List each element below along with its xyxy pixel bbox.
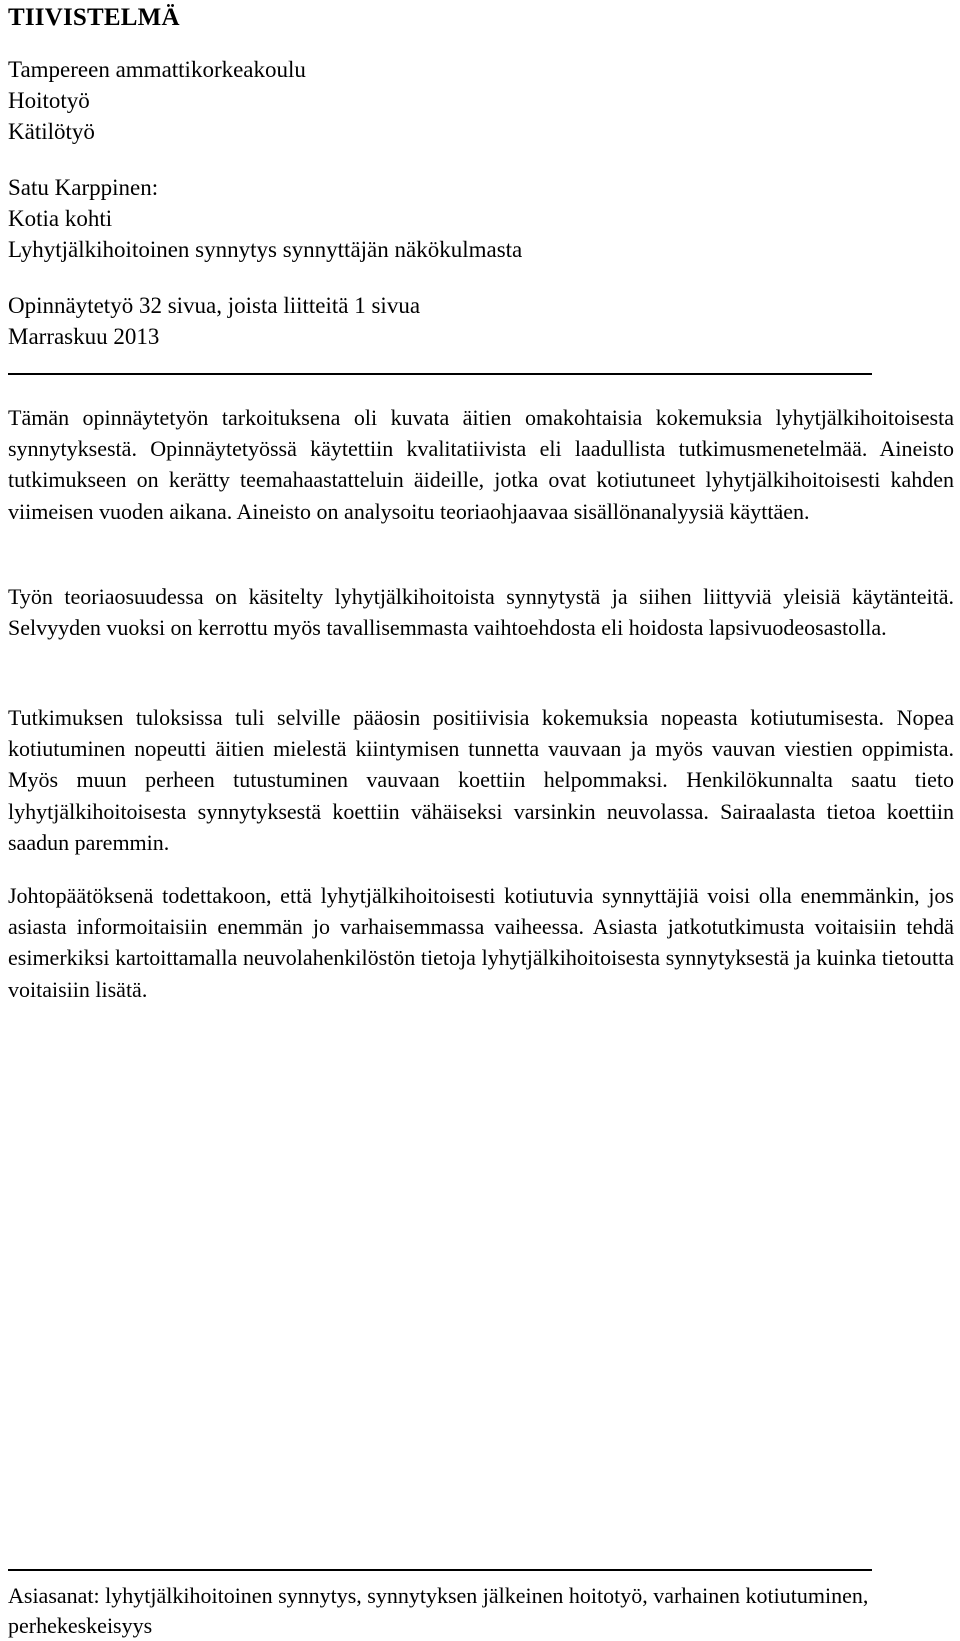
thesis-title: Kotia kohti: [8, 206, 113, 231]
orientation: Kätilötyö: [8, 119, 95, 144]
details-block: [8, 290, 420, 352]
keywords: Asiasanat: lyhytjälkihoitoinen synnytys, synnytyksen jälkeinen hoitotyö, varhainen kotiutuminen, perhekeskeisyys: [8, 1583, 869, 1638]
degree-programme: Hoitotyö: [8, 88, 90, 113]
thesis-block: [8, 172, 522, 265]
author-name: Satu Karppinen:: [8, 175, 159, 200]
abstract-paragraph-4: Johtopäätöksenä todettakoon, että lyhytjälkihoitoisesti kotiutuvia synnyttäjiä voisi olla enemmänkin, jos asiasta informoitaisiin enemmän jo varhaisemmassa vaiheessa. Asiasta jatkotutkimusta voitaisiin tehdä esimerkiksi kartoittamalla neuvolahenkilöstön tietoja lyhytjälkihoitoisesta synnytyksestä ja kuinka tietoutta voitaisiin lisätä.: [8, 883, 954, 1002]
thesis-subtitle: Lyhytjälkihoitoinen synnytys synnyttäjän näkökulmasta: [8, 237, 523, 262]
header-divider: [8, 373, 872, 375]
page-title: TIIVISTELMÄ: [8, 4, 180, 31]
institution-block: [8, 54, 306, 147]
page-count: Opinnäytetyö 32 sivua, joista liitteitä 1 sivua: [8, 293, 421, 318]
footer-divider: [8, 1569, 872, 1571]
abstract-paragraph-3: Tutkimuksen tuloksissa tuli selville pääosin positiivisia kokemuksia nopeasta kotiutumisesta. Nopea kotiutuminen nopeutti äitien mielestä kiintymisen tunnetta vauvaan ja myös vauvan viestien oppimista. Myös muun perheen tutustuminen vauvaan koettiin helpommaksi. Henkilökunnalta saatu tieto lyhytjälkihoitoisesta synnytyksestä koettiin vähäiseksi varsinkin neuvolassa. Sairaalasta tietoa koettiin saadun paremmin.: [8, 705, 954, 855]
school-name: Tampereen ammattikorkeakoulu: [8, 57, 306, 82]
abstract-paragraph-2: Työn teoriaosuudessa on käsitelty lyhytjälkihoitoista synnytystä ja siihen liittyviä yleisiä käytänteitä. Selvyyden vuoksi on kerrottu myös tavallisemmasta vaihtoehdosta eli hoidosta lapsivuodeosastolla.: [8, 584, 954, 641]
publication-date: Marraskuu 2013: [8, 324, 160, 349]
abstract-paragraph-1: Tämän opinnäytetyön tarkoituksena oli kuvata äitien omakohtaisia kokemuksia lyhytjälkihoitoisesta synnytyksestä. Opinnäytetyössä käytettiin kvalitatiivista eli laadullista tutkimusmenetelmää. Aineisto tutkimukseen on kerätty teemahaastatteluin äideille, jotka ovat kotiutuneet lyhytjälkihoitoisesti kahden viimeisen vuoden aikana. Aineisto on analysoitu teoriaohjaavaa sisällönanalyysiä käyttäen.: [8, 405, 954, 524]
